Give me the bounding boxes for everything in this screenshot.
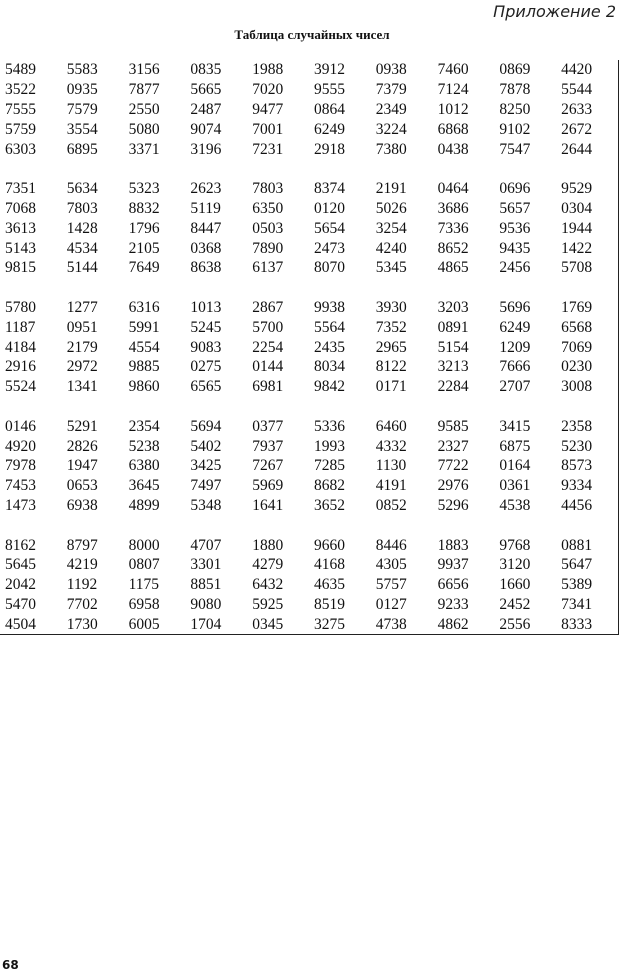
- table-cell: 1704: [190, 615, 222, 633]
- table-cell: 6137: [252, 259, 284, 277]
- table-cell: 2550: [128, 100, 160, 118]
- table-cell: 4534: [66, 239, 98, 257]
- table-cell: 0171: [375, 378, 407, 396]
- table-cell: 1013: [190, 298, 222, 316]
- table-cell: 1341: [66, 378, 98, 396]
- table-cell: 9233: [437, 595, 469, 613]
- table-cell: 5154: [437, 338, 469, 356]
- table-cell: 5645: [5, 556, 36, 574]
- table-cell: 7351: [5, 180, 36, 198]
- table-cell: 8333: [561, 615, 593, 633]
- table-cell: 8000: [128, 536, 160, 554]
- table-cell: 4862: [437, 615, 469, 633]
- table-cell: 8122: [375, 358, 407, 376]
- table-row: [0, 496, 618, 516]
- table-cell: 4240: [375, 239, 407, 257]
- table-cell: 1175: [128, 576, 160, 594]
- table-cell: 2179: [66, 338, 98, 356]
- table-cell: 2707: [499, 378, 531, 396]
- table-cell: 1012: [437, 100, 469, 118]
- table-cell: 0230: [561, 358, 593, 376]
- table-cell: 9080: [190, 595, 222, 613]
- table-cell: 6868: [437, 120, 469, 138]
- spacer-cell: [0, 397, 618, 417]
- table-cell: 7666: [499, 358, 531, 376]
- table-cell: 3613: [5, 219, 36, 237]
- table-cell: 9529: [561, 180, 593, 198]
- table-cell: 6895: [66, 140, 98, 158]
- table-cell: 4420: [561, 61, 593, 79]
- table-cell: 7231: [252, 140, 284, 158]
- table-cell: 5700: [252, 318, 284, 336]
- table-cell: 5144: [66, 259, 98, 277]
- table-row: [0, 535, 618, 555]
- table-cell: 2918: [313, 140, 345, 158]
- table-cell: 1641: [252, 496, 284, 514]
- table-cell: 5336: [313, 417, 345, 435]
- group-spacer: [0, 515, 618, 535]
- table-cell: 0275: [190, 358, 222, 376]
- group-spacer: [0, 278, 618, 298]
- table-cell: 7336: [437, 219, 469, 237]
- table-cell: 1473: [5, 496, 36, 514]
- table-cell: 3930: [375, 298, 407, 316]
- table-cell: 7937: [252, 437, 284, 455]
- table-cell: 2916: [5, 358, 36, 376]
- table-cell: 1192: [66, 576, 98, 594]
- table-cell: 0938: [375, 61, 407, 79]
- table-cell: 5654: [313, 219, 345, 237]
- table-cell: 1277: [66, 298, 98, 316]
- table-cell: 0503: [252, 219, 284, 237]
- table-cell: 7285: [313, 457, 345, 475]
- table-cell: 3275: [313, 615, 345, 633]
- table-cell: 3203: [437, 298, 469, 316]
- table-row: [0, 80, 618, 100]
- table-cell: 4635: [313, 576, 345, 594]
- table-cell: 4738: [375, 615, 407, 633]
- table-cell: 0935: [66, 81, 98, 99]
- table-cell: 5245: [190, 318, 222, 336]
- table-row: [0, 357, 618, 377]
- table-cell: 5634: [66, 180, 98, 198]
- table-cell: 3686: [437, 199, 469, 217]
- table-cell: 2358: [561, 417, 593, 435]
- spacer-cell: [0, 159, 618, 179]
- table-cell: 4538: [499, 496, 531, 514]
- table-cell: 9585: [437, 417, 469, 435]
- table-cell: 9937: [437, 556, 469, 574]
- table-body: [0, 60, 618, 634]
- table-cell: 5389: [561, 576, 593, 594]
- table-cell: 6565: [190, 378, 222, 396]
- table-cell: 7497: [190, 477, 222, 495]
- table-cell: 9815: [5, 259, 36, 277]
- table-cell: 8070: [313, 259, 345, 277]
- table-cell: 8638: [190, 259, 222, 277]
- table-row: [0, 476, 618, 496]
- table-cell: 2473: [313, 239, 345, 257]
- table-cell: 5969: [252, 477, 284, 495]
- table-cell: 9102: [499, 120, 531, 138]
- table-cell: 5657: [499, 199, 531, 217]
- table-row: [0, 199, 618, 219]
- table-cell: 1993: [313, 437, 345, 455]
- table-row: [0, 317, 618, 337]
- table-cell: 7579: [66, 100, 98, 118]
- table-cell: 2105: [128, 239, 160, 257]
- table-cell: 8797: [66, 536, 98, 554]
- table-row: [0, 614, 618, 634]
- table-row: [0, 555, 618, 575]
- table-cell: 5296: [437, 496, 469, 514]
- table-row: [0, 139, 618, 159]
- table-cell: 2327: [437, 437, 469, 455]
- table-cell: 7069: [561, 338, 593, 356]
- table-cell: 0881: [561, 536, 593, 554]
- table-cell: 0696: [499, 180, 531, 198]
- table-cell: 7803: [66, 199, 98, 217]
- table-cell: 4279: [252, 556, 284, 574]
- table-cell: 1883: [437, 536, 469, 554]
- table-cell: 6958: [128, 595, 160, 613]
- table-cell: 7453: [5, 477, 36, 495]
- table-cell: 9074: [190, 120, 222, 138]
- table-cell: 5564: [313, 318, 345, 336]
- table-row: [0, 119, 618, 139]
- table-cell: 5583: [66, 61, 98, 79]
- table-cell: 0864: [313, 100, 345, 118]
- table-cell: 2965: [375, 338, 407, 356]
- table-cell: 9885: [128, 358, 160, 376]
- table-cell: 1422: [561, 239, 593, 257]
- table-cell: 1880: [252, 536, 284, 554]
- table-row: [0, 100, 618, 120]
- table-cell: 2556: [499, 615, 531, 633]
- table-cell: 4504: [5, 615, 36, 633]
- table-cell: 2042: [5, 576, 36, 594]
- table-cell: 3196: [190, 140, 222, 158]
- table-cell: 7878: [499, 81, 531, 99]
- group-spacer: [0, 397, 618, 417]
- table-cell: 7068: [5, 199, 36, 217]
- table-cell: 5757: [375, 576, 407, 594]
- table-cell: 3213: [437, 358, 469, 376]
- table-cell: 4554: [128, 338, 160, 356]
- table-cell: 0120: [313, 199, 345, 217]
- table-title: Таблица случайных чисел: [234, 27, 390, 42]
- table-row: [0, 377, 618, 397]
- table-cell: 2867: [252, 298, 284, 316]
- table-cell: 2972: [66, 358, 98, 376]
- table-cell: 8250: [499, 100, 531, 118]
- table-cell: 3120: [499, 556, 531, 574]
- table-cell: 5230: [561, 437, 593, 455]
- table-row: [0, 258, 618, 278]
- table-cell: 2452: [499, 595, 531, 613]
- table-cell: 7460: [437, 61, 469, 79]
- table-cell: 9842: [313, 378, 345, 396]
- table-cell: 7890: [252, 239, 284, 257]
- table-cell: 6460: [375, 417, 407, 435]
- table-cell: 8682: [313, 477, 345, 495]
- table-cell: 6938: [66, 496, 98, 514]
- table-cell: 5291: [66, 417, 98, 435]
- table-cell: 0146: [5, 417, 36, 435]
- table-cell: 3425: [190, 457, 222, 475]
- table-cell: 0951: [66, 318, 98, 336]
- table-cell: 6432: [252, 576, 284, 594]
- table-cell: 1730: [66, 615, 98, 633]
- table-cell: 5524: [5, 378, 36, 396]
- table-cell: 4219: [66, 556, 98, 574]
- table-cell: 5345: [375, 259, 407, 277]
- table-cell: 9477: [252, 100, 284, 118]
- table-cell: 8519: [313, 595, 345, 613]
- table-cell: 1944: [561, 219, 593, 237]
- table-cell: 7020: [252, 81, 284, 99]
- table-cell: 3371: [128, 140, 160, 158]
- table-cell: 0144: [252, 358, 284, 376]
- table-cell: 5780: [5, 298, 36, 316]
- table-cell: 6316: [128, 298, 160, 316]
- table-cell: 0377: [252, 417, 284, 435]
- table-cell: 7877: [128, 81, 160, 99]
- table-cell: 6350: [252, 199, 284, 217]
- table-cell: 4920: [5, 437, 36, 455]
- table-cell: 7722: [437, 457, 469, 475]
- table-cell: 5238: [128, 437, 160, 455]
- table-cell: 9938: [313, 298, 345, 316]
- table-cell: 3554: [66, 120, 98, 138]
- table-cell: 7555: [5, 100, 36, 118]
- table-cell: 0835: [190, 61, 222, 79]
- table-cell: 7702: [66, 595, 98, 613]
- table-cell: 8832: [128, 199, 160, 217]
- table-cell: 5647: [561, 556, 593, 574]
- table-cell: 6568: [561, 318, 593, 336]
- table-cell: 0361: [499, 477, 531, 495]
- table-cell: 9555: [313, 81, 345, 99]
- table-cell: 3156: [128, 61, 160, 79]
- table-cell: 7124: [437, 81, 469, 99]
- table-cell: 2623: [190, 180, 222, 198]
- table-cell: 4899: [128, 496, 160, 514]
- table-cell: 8034: [313, 358, 345, 376]
- table-cell: 5348: [190, 496, 222, 514]
- table-cell: 1209: [499, 338, 531, 356]
- table-cell: 7341: [561, 595, 593, 613]
- table-cell: 3224: [375, 120, 407, 138]
- table-cell: 1947: [66, 457, 98, 475]
- table-cell: 5470: [5, 595, 36, 613]
- table-cell: 2284: [437, 378, 469, 396]
- table-row: [0, 436, 618, 456]
- table-cell: 4305: [375, 556, 407, 574]
- table-cell: 2354: [128, 417, 160, 435]
- table-cell: 2456: [499, 259, 531, 277]
- table-cell: 6380: [128, 457, 160, 475]
- table-cell: 2633: [561, 100, 593, 118]
- page-number: 68: [2, 958, 19, 972]
- table-cell: 4191: [375, 477, 407, 495]
- table-row: [0, 337, 618, 357]
- table-cell: 3645: [128, 477, 160, 495]
- table-cell: 9860: [128, 378, 160, 396]
- table-cell: 3415: [499, 417, 531, 435]
- table-cell: 5489: [5, 61, 36, 79]
- table-cell: 2435: [313, 338, 345, 356]
- table-cell: 8652: [437, 239, 469, 257]
- table-cell: 4184: [5, 338, 36, 356]
- table-row: [0, 238, 618, 258]
- table-cell: 0653: [66, 477, 98, 495]
- table-row: [0, 298, 618, 318]
- table-cell: 0127: [375, 595, 407, 613]
- table-cell: 8446: [375, 536, 407, 554]
- table-cell: 5026: [375, 199, 407, 217]
- table-cell: 4865: [437, 259, 469, 277]
- table-row: [0, 595, 618, 615]
- table-cell: 7649: [128, 259, 160, 277]
- table-row: [0, 575, 618, 595]
- table-cell: 5119: [190, 199, 221, 217]
- table-cell: 6005: [128, 615, 160, 633]
- table-cell: 2672: [561, 120, 593, 138]
- table-cell: 2191: [375, 180, 407, 198]
- table-cell: 2976: [437, 477, 469, 495]
- table-cell: 3254: [375, 219, 407, 237]
- table-cell: 5694: [190, 417, 222, 435]
- table-cell: 6656: [437, 576, 469, 594]
- table-cell: 5925: [252, 595, 284, 613]
- table-cell: 2826: [66, 437, 98, 455]
- table-cell: 7001: [252, 120, 284, 138]
- table-cell: 0852: [375, 496, 407, 514]
- table-cell: 7380: [375, 140, 407, 158]
- table-cell: 3008: [561, 378, 593, 396]
- table-cell: 0869: [499, 61, 531, 79]
- table-cell: 9660: [313, 536, 345, 554]
- table-cell: 5708: [561, 259, 593, 277]
- table-cell: 0438: [437, 140, 469, 158]
- table-cell: 1130: [375, 457, 407, 475]
- table-cell: 7978: [5, 457, 36, 475]
- table-cell: 6303: [5, 140, 36, 158]
- table-cell: 0368: [190, 239, 222, 257]
- table-cell: 0345: [252, 615, 284, 633]
- table-cell: 0891: [437, 318, 469, 336]
- table-cell: 4707: [190, 536, 222, 554]
- table-cell: 1769: [561, 298, 593, 316]
- table-cell: 5323: [128, 180, 160, 198]
- table-cell: 5991: [128, 318, 160, 336]
- table-cell: 8374: [313, 180, 345, 198]
- table-cell: 0164: [499, 457, 531, 475]
- table-cell: 8573: [561, 457, 593, 475]
- spacer-cell: [0, 278, 618, 298]
- table-cell: 2254: [252, 338, 284, 356]
- table-cell: 4168: [313, 556, 345, 574]
- table-cell: 5402: [190, 437, 222, 455]
- table-cell: 5696: [499, 298, 531, 316]
- table-cell: 0304: [561, 199, 593, 217]
- table-cell: 1988: [252, 61, 284, 79]
- table-cell: 1660: [499, 576, 531, 594]
- spacer-cell: [0, 515, 618, 535]
- table-cell: 8447: [190, 219, 222, 237]
- table-cell: 0807: [128, 556, 160, 574]
- table-cell: 1187: [5, 318, 36, 336]
- table-row: [0, 179, 618, 199]
- table-cell: 3522: [5, 81, 36, 99]
- table-cell: 0464: [437, 180, 469, 198]
- table-row: [0, 218, 618, 238]
- table-cell: 6875: [499, 437, 531, 455]
- table-cell: 3912: [313, 61, 345, 79]
- table-row: [0, 60, 618, 80]
- appendix-label: Приложение 2: [493, 2, 616, 21]
- table-cell: 3652: [313, 496, 345, 514]
- table-cell: 5544: [561, 81, 593, 99]
- table-cell: 9768: [499, 536, 531, 554]
- table-cell: 5665: [190, 81, 222, 99]
- table-row: [0, 416, 618, 436]
- table-cell: 1796: [128, 219, 160, 237]
- table-row: [0, 456, 618, 476]
- group-spacer: [0, 159, 618, 179]
- table-cell: 8162: [5, 536, 36, 554]
- table-cell: 2349: [375, 100, 407, 118]
- table-cell: 4332: [375, 437, 407, 455]
- table-cell: 9536: [499, 219, 531, 237]
- table-cell: 5080: [128, 120, 160, 138]
- table-cell: 8851: [190, 576, 222, 594]
- table-cell: 6981: [252, 378, 284, 396]
- table-cell: 7379: [375, 81, 407, 99]
- table-cell: 3301: [190, 556, 222, 574]
- table-cell: 7352: [375, 318, 407, 336]
- table-cell: 2487: [190, 100, 222, 118]
- table-cell: 1428: [66, 219, 98, 237]
- table-cell: 5759: [5, 120, 36, 138]
- table-cell: 7803: [252, 180, 284, 198]
- table-cell: 6249: [499, 318, 531, 336]
- table-cell: 2644: [561, 140, 593, 158]
- table-cell: 7547: [499, 140, 531, 158]
- table-cell: 7267: [252, 457, 284, 475]
- table-cell: 6249: [313, 120, 345, 138]
- table-cell: 9435: [499, 239, 531, 257]
- random-numbers-table: [0, 60, 619, 635]
- table-cell: 5143: [5, 239, 36, 257]
- table-cell: 9334: [561, 477, 593, 495]
- table-cell: 9083: [190, 338, 222, 356]
- table-cell: 4456: [561, 496, 593, 514]
